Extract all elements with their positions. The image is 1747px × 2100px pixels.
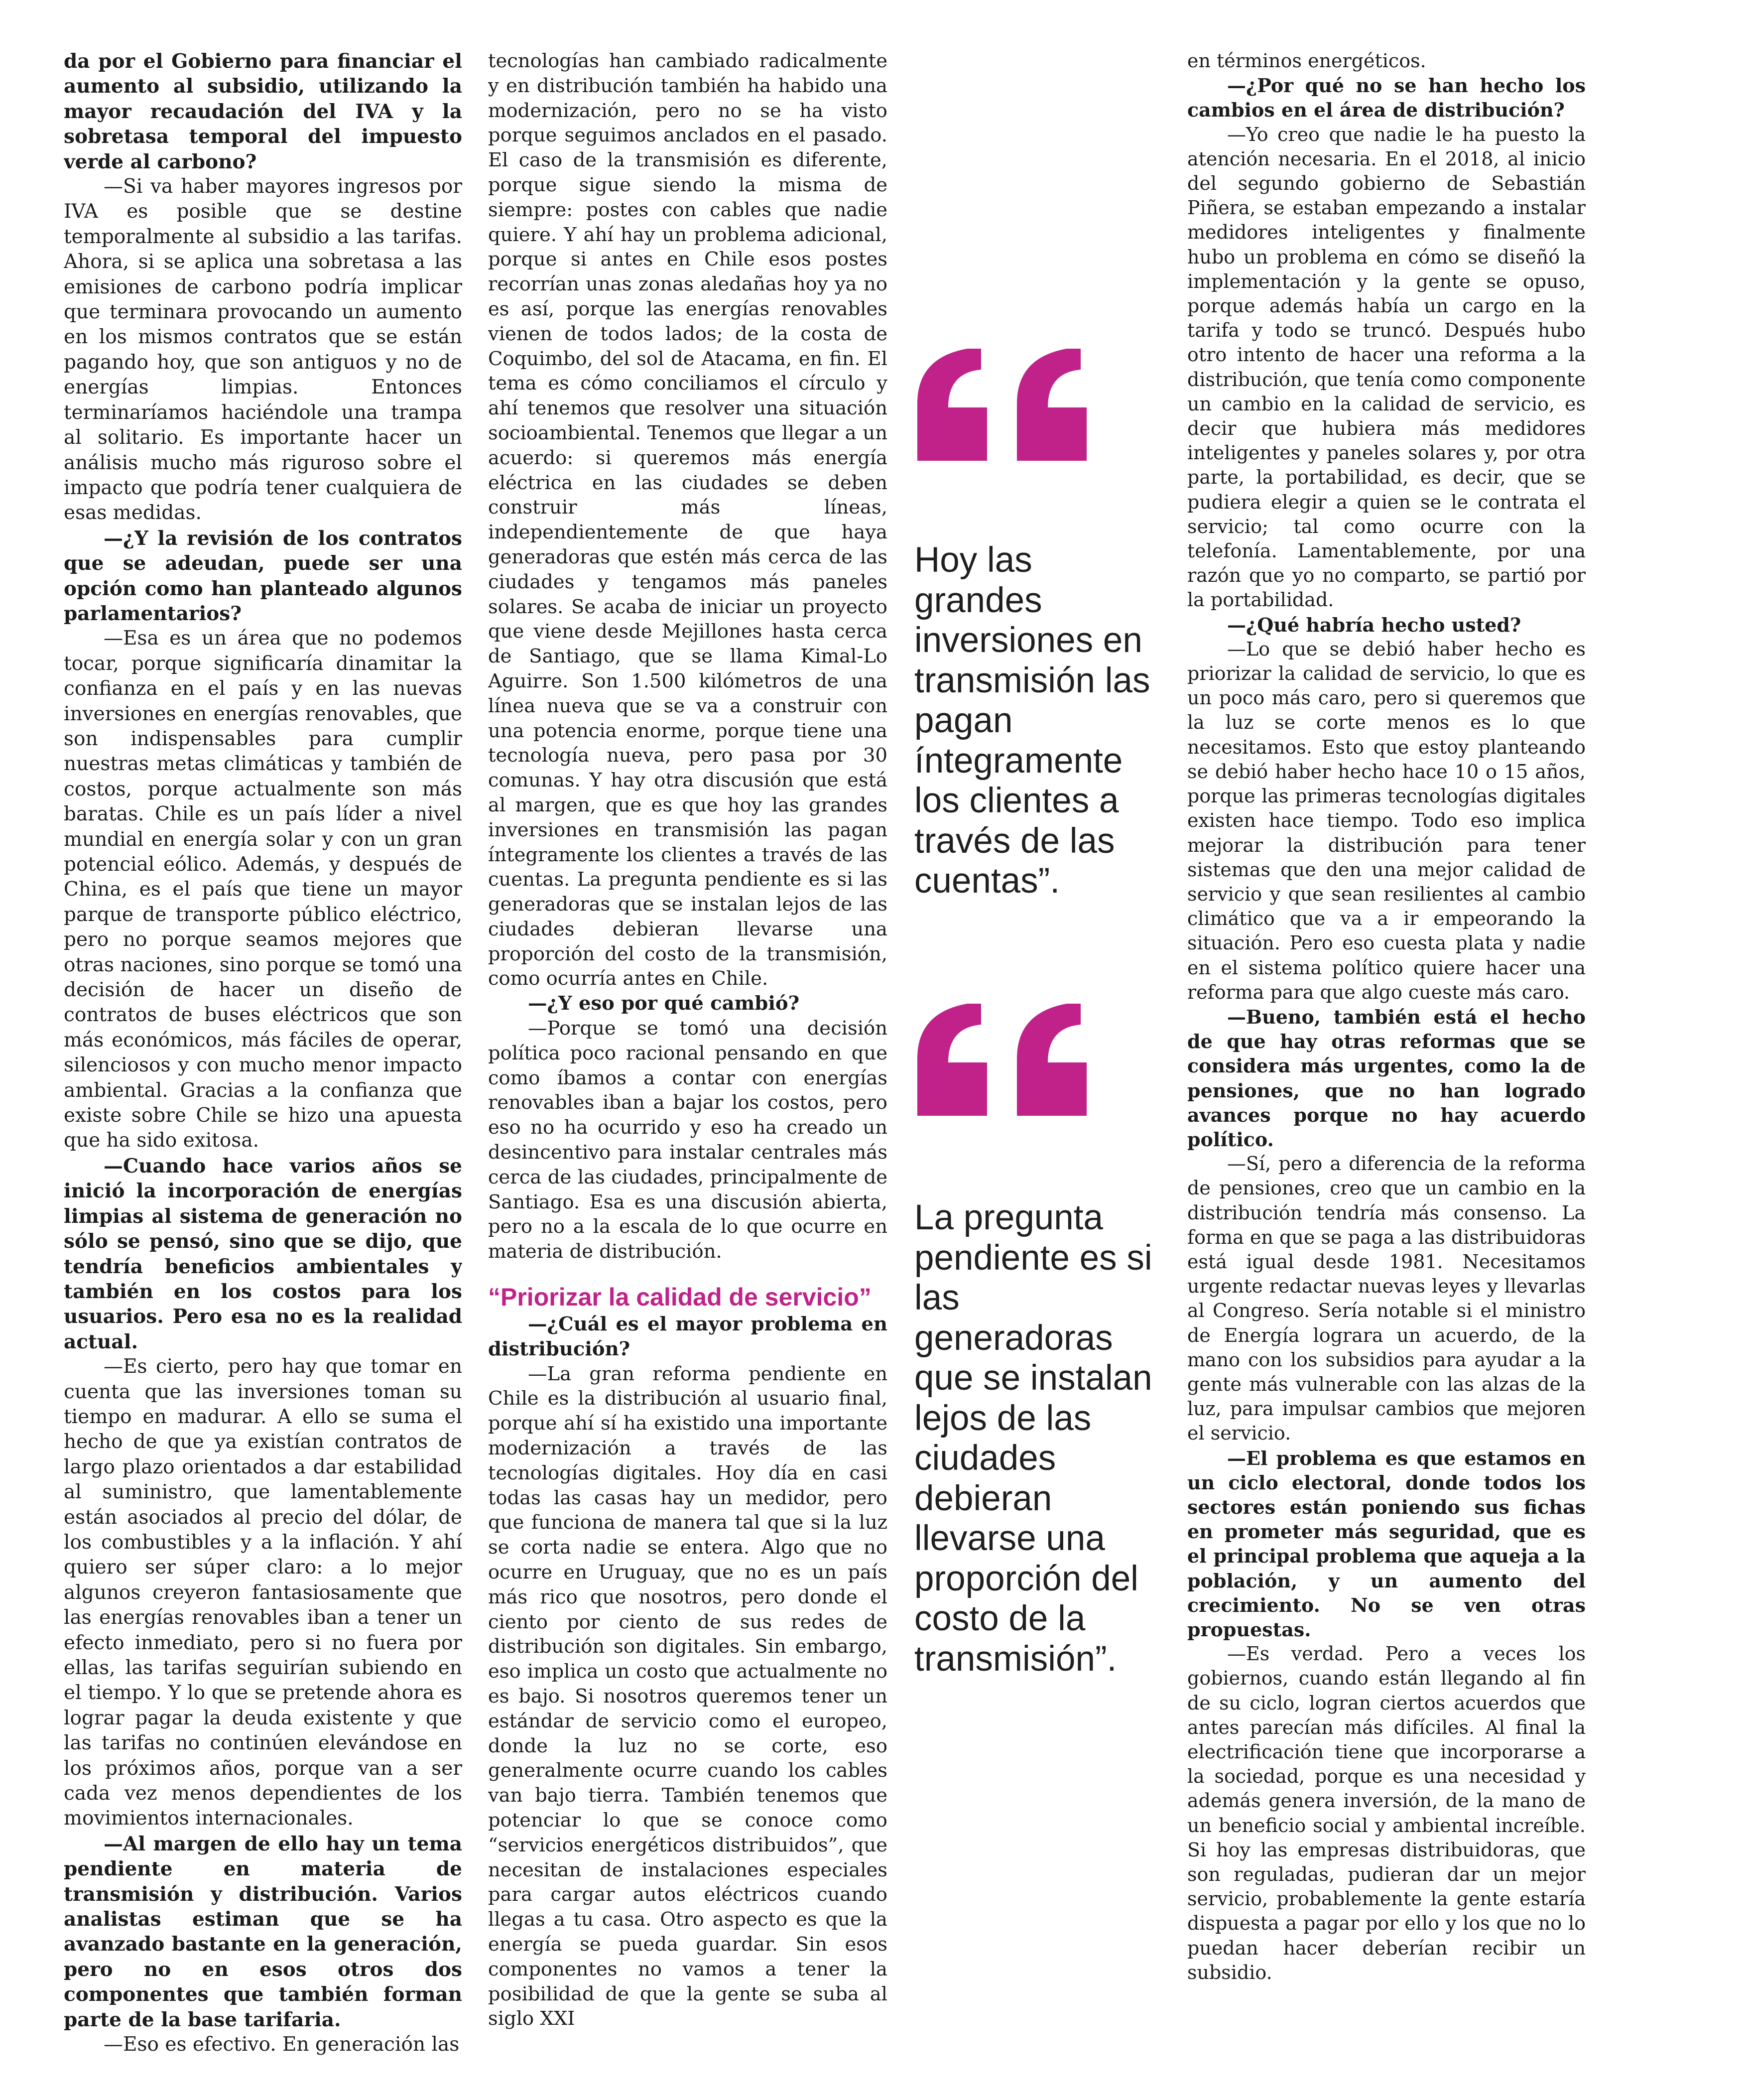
pull-quote-2	[912, 999, 1161, 1679]
quote-mark-left	[917, 1004, 987, 1116]
interview-question: —Bueno, también está el hecho de que hay otras reformas que se considera más urgentes, como la de pensiones, que no han logrado avances porque no hay acuerdo político.	[1187, 1005, 1586, 1151]
interview-question: —¿Y la revisión de los contratos que se adeudan, puede ser una opción como han planteado algunos parlamentarios?	[64, 526, 462, 625]
interview-answer: —Sí, pero a diferencia de la reforma de pensiones, creo que un cambio en la distribución tendría más consenso. La forma en que se paga a las distribuidoras está igual desde 1981. Necesitamos urgente redactar nuevas leyes y llevarlas al Congreso. Sería notable si el ministro de Energía lograra un acuerdo, de la mano con los subsidios para ayudar a la gente más vulnerable con las alzas de la luz, para impulsar cambios que mejoren el servicio.	[1187, 1153, 1586, 1444]
interview-answer: —Eso es efectivo. En generación las	[104, 2033, 460, 2056]
article-column-1	[64, 49, 462, 2058]
quote-mark-icon	[912, 999, 1097, 1123]
interview-answer: —Si va haber mayores ingresos por IVA es posible que se destine temporalmente al subsidio a las tarifas. Ahora, si se aplica una sobretasa a las emisiones de carbono podría implicar que terminara provocando un aumento en los mismos contratos que se están pagando hoy, que son antiguos y no de energías limpias. Entonces terminaríamos haciéndole una trampa al solitario. Es importante hacer un análisis mucho más riguroso sobre el impacto que podría tener cualquiera de esas medidas.	[64, 175, 462, 525]
pull-quote-text: La pregunta pendiente es si las generadoras que se instalan lejos de las ciudades debieran llevarse una proporción del costo de la transmisión”.	[914, 1198, 1152, 1679]
quote-mark-left	[917, 349, 987, 461]
interview-answer: —Esa es un área que no podemos tocar, porque significaría dinamitar la confianza en el país y en las nuevas inversiones en energías renovables, que son indispensables para cumplir nuestras metas climáticas y también de costos, porque actualmente son más baratas. Chile es un país líder a nivel mundial en energía solar y con un gran potencial eólico. Además, y después de China, es el país que tiene un mayor parque de transporte público eléctrico, pero no porque seamos mejores que otras naciones, sino porque se tomó una decisión de hacer un diseño de contratos de buses eléctricos que son más económicos, más fáciles de operar, silenciosos y con mucho menor impacto ambiental. Gracias a la confianza que existe sobre Chile se hizo una apuesta que ha sido exitosa.	[64, 627, 462, 1152]
quote-mark-icon	[912, 344, 1097, 468]
interview-answer: —Es verdad. Pero a veces los gobiernos, cuando están llegando al fin de su ciclo, logran ciertos acuerdos que antes parecían más difíciles. Al final la electrificación tiene que incorporarse a la sociedad, porque es una necesidad y además genera inversión, de la mano de un beneficio social y ambiental increíble. Si hoy las empresas distribuidoras, que son reguladas, pudieran dar un mejor servicio, probablemente la gente estaría dispuesta a pagar por ello y los que no lo puedan hacer deberían recibir un subsidio.	[1187, 1643, 1586, 1983]
interview-answer: —Lo que se debió haber hecho es priorizar la calidad de servicio, lo que es un poco más caro, pero si queremos que la luz se corte menos es lo que necesitamos. Esto que estoy planteando se debió haber hecho hace 10 o 15 años, porque las primeras tecnologías digitales existen hace tiempo. Todo eso implica mejorar la distribución para tener sistemas que den una mejor calidad de servicio y que sean resilientes al cambio climático que va a ir empeorando la situación. Pero eso cuesta plata y nadie en el sistema político quiere hacer una reforma para que algo cueste más caro.	[1187, 638, 1586, 1003]
pull-quote-1	[912, 344, 1161, 902]
section-heading: “Priorizar la calidad de servicio”	[488, 1283, 872, 1312]
interview-answer: —Porque se tomó una decisión política poco racional pensando en que como íbamos a contar con energías renovables iban a bajar los costos, pero eso no ha ocurrido y eso ha creado un desincentivo para instalar centrales más cerca de las ciudades, principalmente de Santiago. Esa es una discusión abierta, pero no a la escala de lo que ocurre en materia de distribución.	[488, 1017, 887, 1263]
interview-answer: —Yo creo que nadie le ha puesto la atención necesaria. En el 2018, al inicio del segundo gobierno de Sebastián Piñera, se estaban empezando a instalar medidores inteligentes y finalmente hubo un problema en cómo se diseñó la implementación y la gente se opuso, porque además había un cargo en la tarifa y todo se truncó. Después hubo otro intento de hacer una reforma a la distribución, que tenía como componente un cambio en la calidad de servicio, es decir que hubiera más medidores inteligentes y paneles solares y, por otra parte, la portabilidad, es decir, que se pudiera elegir a quien se le contrata el servicio; tal como ocurre con la telefonía. Lamentablemente, por una razón que yo no comparto, se partió por la portabilidad.	[1187, 123, 1586, 611]
interview-question: —¿Qué habría hecho usted?	[1227, 613, 1521, 636]
interview-question: —Al margen de ello hay un tema pendiente en materia de transmisión y distribución. Varios analistas estiman que se ha avanzado bastante en la generación, pero no en esos otros dos componentes que también forman parte de la base tarifaria.	[64, 1832, 462, 2031]
interview-answer: —La gran reforma pendiente en Chile es la distribución al usuario final, porque ahí sí ha existido una importante modernización a través de las tecnologías digitales. Hoy día en casi todas las casas hay un medidor, pero que funciona de manera tal que si la luz se corta nadie se entera. Algo que no ocurre en Uruguay, que no es un país más rico que nosotros, pero donde el ciento por ciento de sus redes de distribución son digitales. Sin embargo, eso implica un costo que actualmente no es bajo. Si nosotros queremos tener un estándar de servicio como el europeo, donde la luz no se corte, eso generalmente ocurre cuando los cables van bajo tierra. También tenemos que potenciar lo que se conoce como “servicios energéticos distribuidos”, que necesitan de instalaciones especiales para cargar autos eléctricos cuando llegas a tu casa. Otro aspecto es que la energía se pueda guardar. Sin esos componentes no vamos a tener la posibilidad de que la gente se suba al siglo XXI	[488, 1362, 887, 2030]
interview-answer: tecnologías han cambiado radicalmente y en distribución también ha habido una modernización, pero no se ha visto porque seguimos anclados en el pasado. El caso de la transmisión es diferente, porque sigue siendo la misma de siempre: postes con cables que nadie quiere. Y ahí hay un problema adicional, porque si antes en Chile esos postes recorrían unas zonas aledañas hoy ya no es así, porque las energías renovables vienen de todos lados; de la costa de Coquimbo, del sol de Atacama, en fin. El tema es cómo conciliamos el círculo y ahí tenemos que resolver una situación socioambiental. Tenemos que llegar a un acuerdo: si queremos más energía eléctrica en las ciudades se deben construir más líneas, independientemente de que haya generadoras que estén más cerca de las ciudades y tengamos más paneles solares. Se acaba de iniciar un proyecto que viene desde Mejillones hasta cerca de Santiago, que se llama Kimal-Lo Aguirre. Son 1.500 kilómetros de una línea nueva que se va a construir con una potencia enorme, porque tiene una tecnología nueva, pero pasa por 30 comunas. Y hay otra discusión que está al margen, que es que hoy las grandes inversiones en transmisión las pagan íntegramente los clientes a través de las cuentas. La pregunta pendiente es si las generadoras que se instalan lejos de las ciudades debieran llevarse una proporción del costo de la transmisión, como ocurría antes en Chile.	[488, 50, 887, 990]
quote-mark-right	[1017, 349, 1087, 461]
article-column-2	[488, 49, 887, 2031]
article-column-3	[1187, 49, 1586, 1985]
interview-answer: en términos energéticos.	[1187, 50, 1426, 72]
interview-question: —Cuando hace varios años se inició la incorporación de energías limpias al sistema de generación no sólo se pensó, sino que se dijo, que tendría beneficios ambientales y también en los costos para los usuarios. Pero esa no es la realidad actual.	[64, 1154, 462, 1353]
interview-question: da por el Gobierno para financiar el aumento al subsidio, utilizando la mayor recaudación del IVA y la sobretasa temporal del impuesto verde al carbono?	[64, 50, 462, 173]
interview-question: —¿Por qué no se han hecho los cambios en el área de distribución?	[1187, 74, 1586, 122]
interview-answer: —Es cierto, pero hay que tomar en cuenta que las inversiones toman su tiempo en madurar. A ello se suma el hecho de que ya existían contratos de largo plazo orientados a dar estabilidad al suministro, que lamentablemente están asociados al precio del dólar, de los combustibles y a la inflación. Y ahí quiero ser súper claro: a lo mejor algunos creyeron fantasiosamente que las energías renovables iban a tener un efecto inmediato, pero si no fuera por ellas, las tarifas seguirían subiendo en el tiempo. Y lo que se pretende ahora es lograr pagar la deuda existente y que las tarifas no continúen elevándose en los próximos años, porque van a ser cada vez menos dependientes de los movimientos internacionales.	[64, 1355, 462, 1830]
interview-question: —¿Y eso por qué cambió?	[528, 992, 800, 1015]
pull-quote-text: Hoy las grandes inversiones en transmisión las pagan íntegramente los clientes a través de las cuentas”.	[914, 540, 1150, 901]
quote-mark-right	[1017, 1004, 1087, 1116]
interview-question: —El problema es que estamos en un ciclo electoral, donde todos los sectores están poniendo sus fichas en prometer más seguridad, que es el principal problema que aqueja a la población, y un aumento del crecimiento. No se ven otras propuestas.	[1187, 1446, 1586, 1641]
interview-question: —¿Cuál es el mayor problema en distribución?	[488, 1313, 887, 1360]
